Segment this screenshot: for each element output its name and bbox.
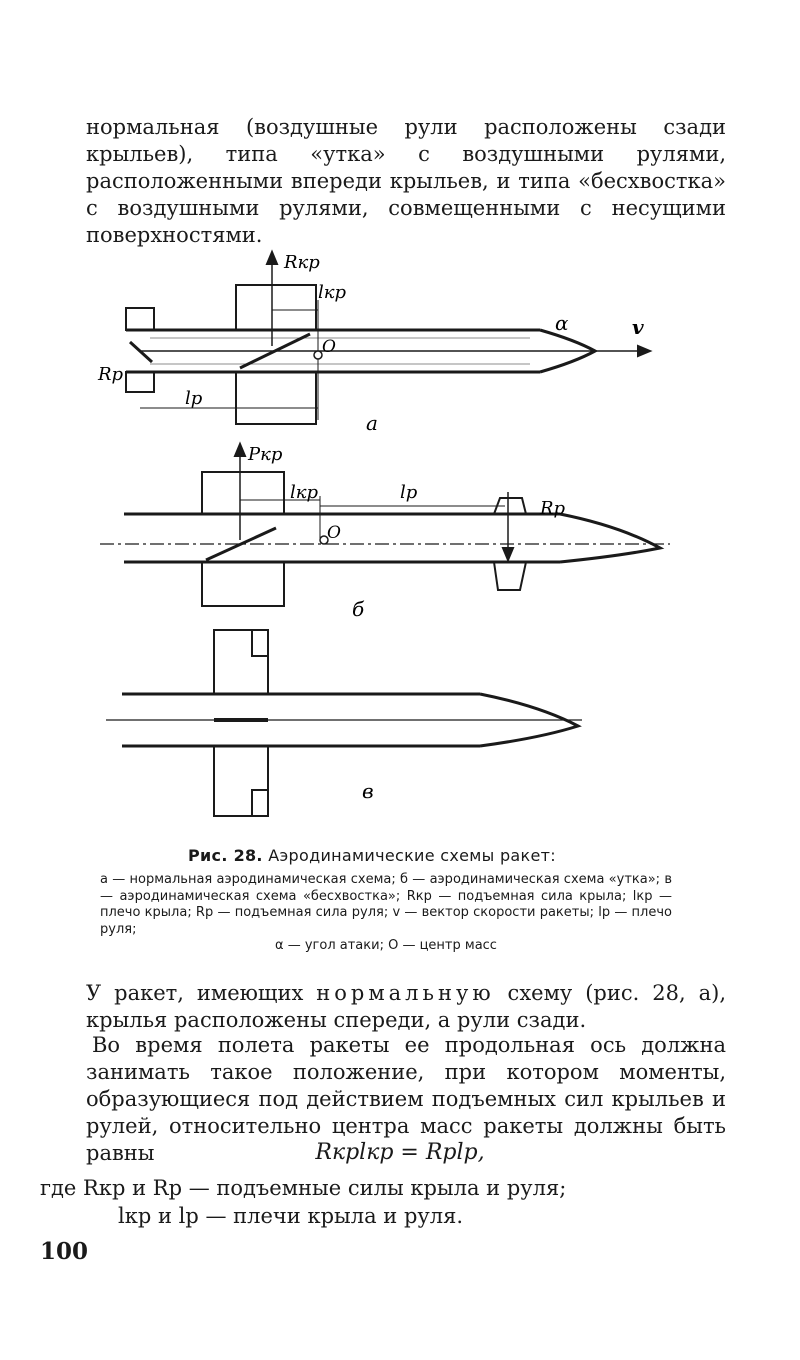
figure-caption-body	[100, 872, 672, 955]
rocket-schemes-figure	[0, 240, 800, 840]
label-a-lp: lр	[185, 388, 203, 409]
scheme-a	[126, 252, 650, 424]
label-a-rp: Rр	[98, 364, 124, 385]
label-a-o: O	[322, 337, 336, 357]
caption-prefix: Рис. 28.	[188, 846, 263, 865]
intro-paragraph: нормальная (воздушные рули расположены сзади крыльев), типа «утка» с воздушными рулями, расположенными впереди крыльев, и типа «бесхвостка» с воздушными рулями, совмещенными с несущими поверхностями.	[86, 115, 726, 247]
label-b-pkr: Pкр	[248, 444, 283, 465]
para2-after: схему (рис. 28, а), крылья расположены спереди, а рули сзади.	[86, 981, 726, 1032]
caption-legend: а — нормальная аэродинамическая схема; б — аэродинамическая схема «утка»; в — аэродинамическая схема «бесхвостка»; Rкр — подъемная сила крыла; lкр — плечо крыла; Rр — подъемная сила руля; v — вектор скорости ракеты; lр — плечо руля;	[100, 872, 672, 937]
label-a-rkr: Rкр	[284, 252, 320, 273]
moment-equation: Rкрlкр = Rрlр,	[315, 1140, 485, 1165]
label-a-v: v	[632, 315, 644, 339]
caption-legend-last: α — угол атаки; O — центр масс	[275, 938, 497, 953]
scheme-b	[100, 444, 670, 606]
where-line-2: lкр и lр — плечи крыла и руля.	[118, 1204, 464, 1228]
label-a-alpha: α	[555, 311, 569, 335]
para2-emphasis: нормальную	[316, 981, 495, 1005]
caption-title-text: Аэродинамические схемы ракет:	[268, 846, 556, 865]
page-number: 100	[40, 1238, 89, 1265]
paragraph-normal-scheme	[86, 980, 726, 1034]
where-line-1: где Rкр и Rр — подъемные силы крыла и руля;	[40, 1176, 567, 1200]
para2-before: У ракет, имеющих	[86, 981, 317, 1005]
label-a-lkr: lкр	[318, 282, 347, 303]
paragraph-moments: Во время полета ракеты ее продольная ось должна занимать такое положение, при котором моменты, образующиеся под действием подъемных сил крыльев и рулей, относительно центра масс ракеты должны быть равны	[86, 1033, 726, 1165]
label-b: б	[352, 597, 365, 621]
label-b-lp: lр	[400, 482, 418, 503]
label-b-rp: Rр	[540, 498, 566, 519]
label-v: в	[362, 779, 374, 803]
scheme-v	[106, 630, 582, 816]
label-a: а	[366, 411, 378, 435]
label-b-o: O	[327, 523, 341, 543]
label-b-lkr: lкр	[290, 482, 319, 503]
figure-caption-title	[188, 846, 556, 865]
